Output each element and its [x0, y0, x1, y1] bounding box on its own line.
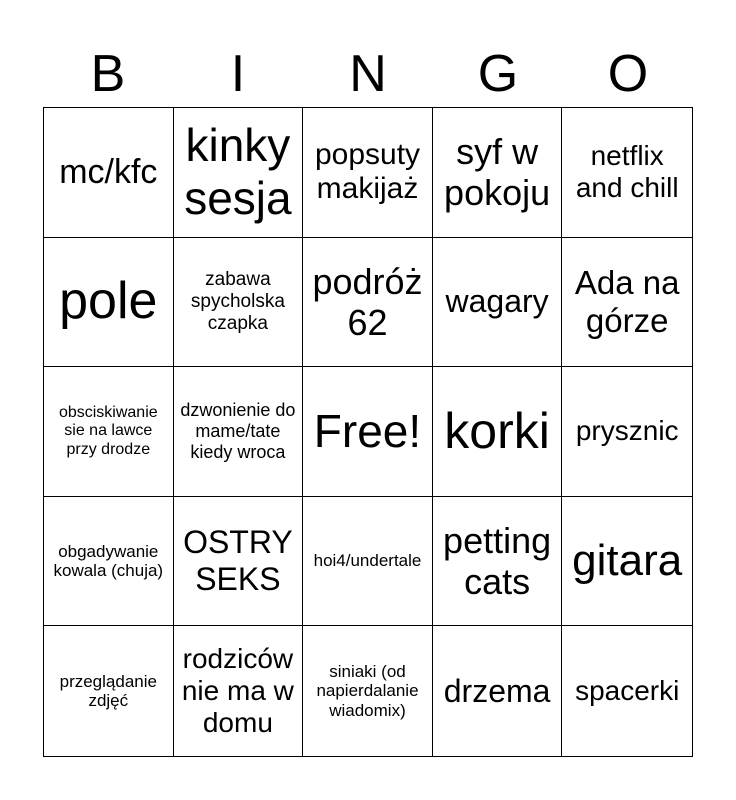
bingo-cell[interactable] — [433, 626, 563, 756]
cell-text: korki — [444, 402, 550, 459]
bingo-cell[interactable] — [433, 367, 563, 497]
bingo-header — [43, 42, 693, 106]
bingo-cell[interactable] — [303, 238, 433, 368]
cell-text: Free! — [313, 405, 422, 458]
bingo-cell[interactable] — [44, 367, 174, 497]
cell-text: wagary — [445, 283, 549, 320]
cell-text: pole — [59, 271, 158, 330]
bingo-cell[interactable] — [562, 497, 692, 627]
bingo-cell[interactable] — [562, 367, 692, 497]
cell-text: spacerki — [575, 675, 680, 707]
header-letter-i: I — [230, 45, 246, 103]
cell-text: dzwonienie do mame/tate kiedy wroca — [180, 400, 296, 462]
bingo-cell[interactable] — [303, 497, 433, 627]
bingo-cell[interactable] — [303, 108, 433, 238]
cell-text: obgadywanie kowala (chuja) — [53, 541, 164, 581]
cell-text: popsuty makijaż — [314, 137, 421, 206]
bingo-cell[interactable] — [44, 626, 174, 756]
cell-text: drzema — [443, 672, 551, 709]
bingo-cell[interactable] — [174, 497, 304, 627]
cell-text: Ada na górze — [574, 263, 680, 339]
cell-text: obsciskiwanie sie na lawce przy drodze — [58, 403, 158, 458]
cell-text: netflix and chill — [575, 140, 679, 204]
bingo-cell[interactable] — [562, 108, 692, 238]
header-letter-n: N — [349, 45, 387, 103]
bingo-cell[interactable] — [562, 238, 692, 368]
header-letter-b: B — [90, 45, 126, 103]
cell-text: siniaki (od napierdalanie wiadomix) — [316, 661, 419, 720]
bingo-cell[interactable] — [174, 626, 304, 756]
cell-text: petting cats — [443, 519, 552, 603]
header-letter-g: G — [477, 45, 519, 103]
bingo-cell[interactable] — [44, 497, 174, 627]
bingo-cell[interactable] — [44, 108, 174, 238]
header-letter-o: O — [607, 45, 649, 103]
cell-text: syf w pokoju — [444, 130, 551, 214]
cell-text: kinky sesja — [184, 119, 292, 225]
bingo-cell[interactable] — [433, 497, 563, 627]
bingo-grid — [43, 107, 693, 757]
cell-text: prysznic — [575, 415, 679, 447]
bingo-cell[interactable] — [174, 367, 304, 497]
cell-text: hoi4/undertale — [313, 551, 422, 571]
bingo-cell[interactable] — [303, 626, 433, 756]
bingo-cell[interactable] — [433, 238, 563, 368]
bingo-cell[interactable] — [174, 108, 304, 238]
cell-text: gitara — [572, 535, 683, 585]
free-space-cell[interactable] — [303, 367, 433, 497]
cell-text: mc/kfc — [59, 152, 158, 191]
cell-text: podróż 62 — [312, 260, 423, 343]
bingo-cell[interactable] — [562, 626, 692, 756]
cell-text: rodziców nie ma w domu — [181, 642, 294, 739]
cell-text: zabawa spycholska czapka — [190, 269, 285, 334]
cell-text: przeglądanie zdjęć — [59, 671, 157, 711]
bingo-cell[interactable] — [174, 238, 304, 368]
bingo-cell[interactable] — [433, 108, 563, 238]
bingo-cell[interactable] — [44, 238, 174, 368]
cell-text: OSTRY SEKS — [183, 524, 293, 598]
